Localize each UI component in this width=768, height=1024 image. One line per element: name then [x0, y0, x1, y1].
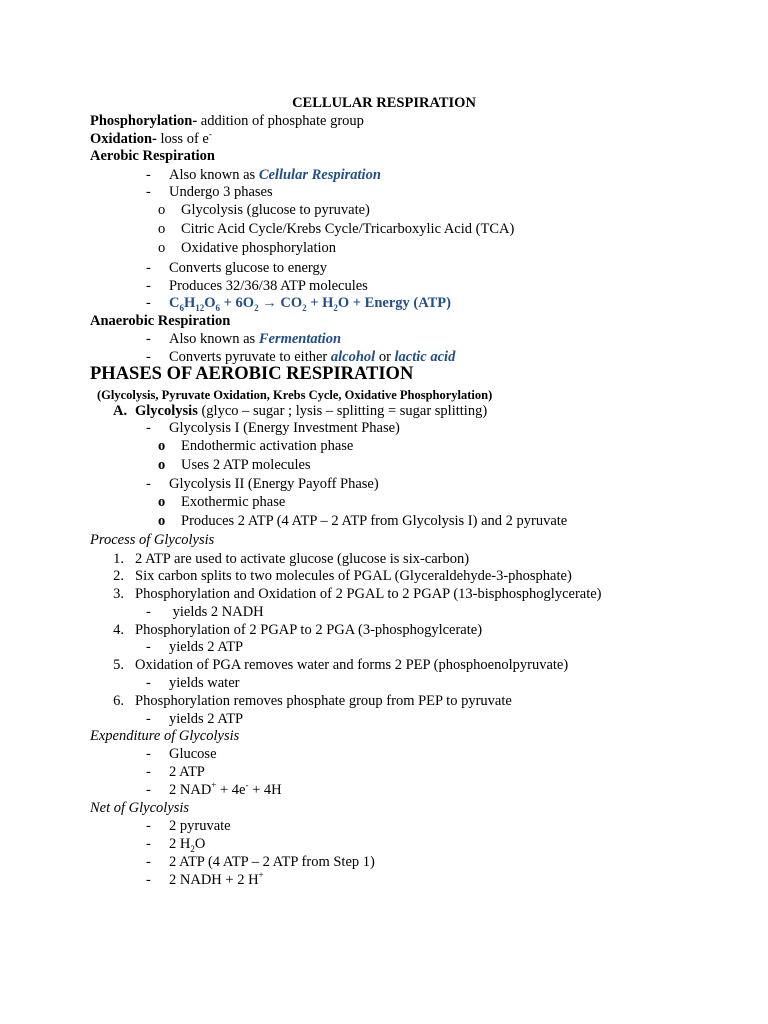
- dash-bullet: -: [146, 295, 151, 311]
- eq-part: H: [183, 295, 196, 311]
- dash-bullet: -: [146, 872, 151, 888]
- subscript: 2: [333, 302, 338, 313]
- circle-bullet: o: [158, 513, 166, 529]
- arrow-icon: →: [258, 295, 281, 311]
- subscript: 2: [302, 302, 307, 313]
- dash-bullet: -: [146, 278, 151, 294]
- dash-bullet: -: [146, 746, 151, 762]
- text: Undergo 3 phases: [169, 184, 273, 200]
- step-text: 2 ATP are used to activate glucose (glucose is six-carbon): [135, 551, 470, 567]
- highlight-term: alcohol: [330, 349, 376, 365]
- circle-bullet: o: [158, 494, 166, 510]
- eq-part: O + Energy (ATP): [337, 295, 451, 311]
- step-number: 3.: [113, 586, 124, 602]
- aerobic-heading: Aerobic Respiration: [90, 148, 215, 164]
- step-text: Phosphorylation of 2 PGAP to 2 PGA (3-phosphogylcerate): [135, 622, 483, 638]
- step-number: 5.: [113, 657, 124, 673]
- text-part: + 4H: [248, 782, 282, 798]
- text: [169, 871, 264, 889]
- term: Glycolysis: [135, 403, 198, 419]
- text-part: 2 NAD: [169, 782, 212, 798]
- process-heading: Process of Glycolysis: [90, 532, 215, 548]
- dash-bullet: -: [146, 184, 151, 200]
- dash-bullet: -: [146, 476, 151, 492]
- eq-part: + 6O: [220, 295, 255, 311]
- text: Glycolysis I (Energy Investment Phase): [169, 420, 400, 436]
- definition: addition of phosphate group: [197, 113, 364, 129]
- text: Converts glucose to energy: [169, 260, 327, 276]
- superscript: +: [211, 780, 217, 791]
- subscript: 6: [215, 302, 221, 313]
- dash-bullet: -: [146, 167, 151, 183]
- step-number: 4.: [113, 622, 124, 638]
- step-text: Oxidation of PGA removes water and forms 2 PEP (phosphoenolpyruvate): [135, 657, 569, 673]
- eq-part: O: [204, 295, 216, 311]
- text: yields 2 NADH: [169, 604, 264, 620]
- text: 2 ATP (4 ATP – 2 ATP from Step 1): [169, 854, 375, 870]
- text: Produces 2 ATP (4 ATP – 2 ATP from Glycolysis I) and 2 pyruvate: [181, 513, 568, 529]
- dash-bullet: -: [146, 711, 151, 727]
- term: Phosphorylation-: [90, 113, 198, 129]
- dash-bullet: -: [146, 260, 151, 276]
- superscript: -: [208, 129, 212, 140]
- section-heading: PHASES OF AEROBIC RESPIRATION: [90, 364, 414, 384]
- page-title: CELLULAR RESPIRATION: [292, 95, 476, 111]
- text: yields 2 ATP: [169, 711, 244, 727]
- circle-bullet: o: [158, 240, 166, 256]
- subscript: 6: [179, 302, 184, 313]
- dash-bullet: -: [146, 420, 151, 436]
- text-part: O: [194, 836, 206, 852]
- dash-bullet: -: [146, 675, 151, 691]
- text: Glucose: [169, 746, 217, 762]
- outline-letter: A.: [113, 403, 128, 419]
- text: yields 2 ATP: [169, 639, 244, 655]
- circle-bullet: o: [158, 221, 166, 237]
- superscript: -: [245, 780, 249, 791]
- highlight-term: Cellular Respiration: [258, 167, 381, 183]
- circle-bullet: o: [158, 202, 166, 218]
- text-part: 2 H: [169, 836, 191, 852]
- step-text: Phosphorylation removes phosphate group from PEP to pyruvate: [135, 693, 512, 709]
- text: (glyco – sugar ; lysis – splitting = sugar splitting): [197, 403, 488, 419]
- highlight-term: lactic acid: [394, 349, 456, 365]
- dash-bullet: -: [146, 604, 151, 620]
- dash-bullet: -: [146, 782, 151, 798]
- oxidation-definition: [90, 130, 212, 148]
- text: [169, 781, 282, 799]
- circle-bullet: o: [158, 438, 166, 454]
- net-heading: Net of Glycolysis: [90, 800, 190, 816]
- section-subheading: (Glycolysis, Pyruvate Oxidation, Krebs Cycle, Oxidative Phosphorylation): [97, 388, 493, 402]
- dash-bullet: -: [146, 639, 151, 655]
- eq-part: C: [169, 295, 180, 311]
- text: Citric Acid Cycle/Krebs Cycle/Tricarboxylic Acid (TCA): [181, 221, 515, 237]
- subscript: 2: [254, 302, 259, 313]
- text: Also known as: [169, 331, 259, 347]
- dash-bullet: -: [146, 331, 151, 347]
- text: Uses 2 ATP molecules: [181, 457, 311, 473]
- subscript: 2: [190, 843, 195, 854]
- text: Exothermic phase: [181, 494, 286, 510]
- step-number: 6.: [113, 693, 124, 709]
- text: Endothermic activation phase: [181, 438, 354, 454]
- step-number: 1.: [113, 551, 124, 567]
- highlight-term: Fermentation: [258, 331, 342, 347]
- step-number: 2.: [113, 568, 124, 584]
- text: [169, 835, 205, 853]
- text: Converts pyruvate to either: [169, 349, 331, 365]
- eq-part: CO: [280, 295, 303, 311]
- text-part: 2 NADH + 2 H: [169, 872, 259, 888]
- dash-bullet: -: [146, 764, 151, 780]
- expenditure-heading: Expenditure of Glycolysis: [90, 728, 240, 744]
- text: 2 ATP: [169, 764, 205, 780]
- anaerobic-heading: Anaerobic Respiration: [90, 313, 231, 329]
- text: Oxidative phosphorylation: [181, 240, 337, 256]
- dash-bullet: -: [146, 349, 151, 365]
- respiration-equation: [169, 294, 451, 312]
- text-part: + 4e: [216, 782, 246, 798]
- term: Oxidation-: [90, 131, 157, 147]
- step-text: Six carbon splits to two molecules of PGAL (Glyceraldehyde-3-phosphate): [135, 568, 572, 584]
- definition: loss of e: [156, 131, 209, 147]
- phosphorylation-definition: [90, 112, 364, 130]
- dash-bullet: -: [146, 854, 151, 870]
- text: Produces 32/36/38 ATP molecules: [169, 278, 368, 294]
- superscript: +: [258, 870, 264, 881]
- subscript: 12: [195, 302, 205, 313]
- dash-bullet: -: [146, 836, 151, 852]
- text: Glycolysis II (Energy Payoff Phase): [169, 476, 379, 492]
- text: Glycolysis (glucose to pyruvate): [181, 202, 370, 218]
- eq-part: + H: [306, 295, 334, 311]
- text: Also known as: [169, 167, 259, 183]
- text: yields water: [169, 675, 240, 691]
- text: or: [375, 349, 395, 365]
- step-text: Phosphorylation and Oxidation of 2 PGAL to 2 PGAP (13-bisphosphoglycerate): [135, 586, 602, 602]
- circle-bullet: o: [158, 457, 166, 473]
- text: 2 pyruvate: [169, 818, 231, 834]
- dash-bullet: -: [146, 818, 151, 834]
